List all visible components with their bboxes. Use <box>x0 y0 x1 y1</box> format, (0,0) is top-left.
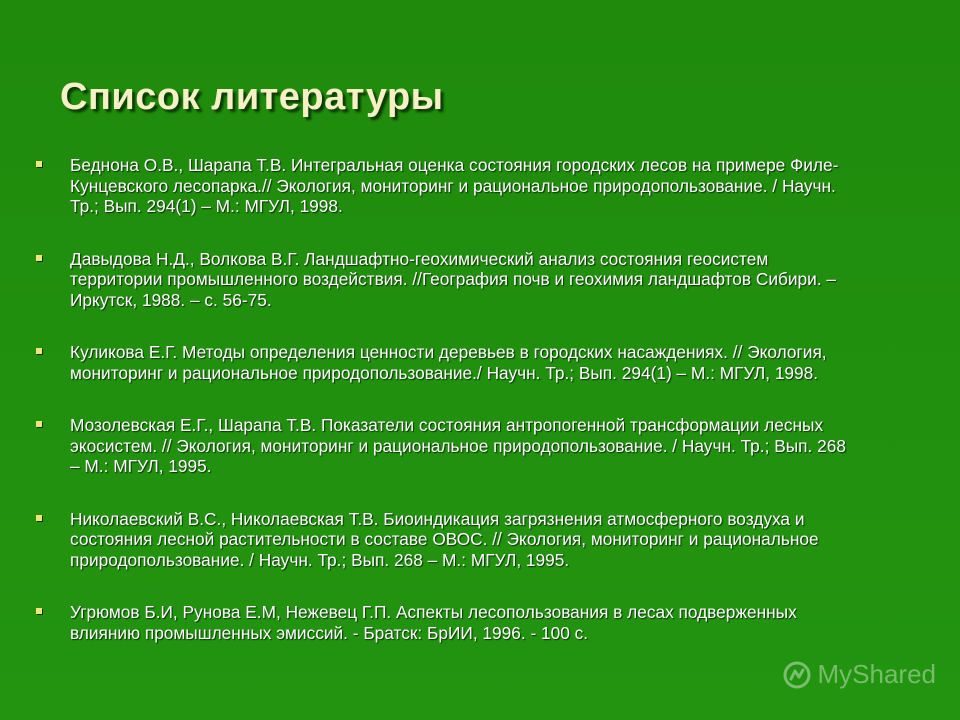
reference-text: Николаевский В.С., Николаевская Т.В. Биоиндикация загрязнения атмосферного воздуха и состояния лесной растительности в составе ОВОС. // Экология, мониторинг и рациональное природопользование. / Научн. Тр.; Вып. 268 – М.: МГУЛ, 1995. <box>70 508 819 570</box>
square-bullet-icon <box>36 608 42 614</box>
reference-item <box>34 155 854 217</box>
reference-list <box>34 155 854 643</box>
square-bullet-icon <box>36 348 42 354</box>
myshared-watermark <box>782 659 937 690</box>
square-bullet-icon <box>36 421 42 427</box>
square-bullet-icon <box>36 515 42 521</box>
reference-item <box>34 249 854 311</box>
reference-text: Куликова Е.Г. Методы определения ценности деревьев в городских насаждениях. // Экология, мониторинг и рациональное природопользование./ Научн. Тр.; Вып. 294(1) – М.: МГУЛ, 1998. <box>70 342 827 383</box>
reference-item <box>34 415 854 477</box>
reference-text: Давыдова Н.Д., Волкова В.Г. Ландшафтно-геохимический анализ состояния геосистем территории промышленного воздействия. //География почв и геохимия ландшафтов Сибири. – Иркутск, 1988. – с. 56-75. <box>70 248 837 310</box>
reference-item <box>34 602 854 643</box>
reference-item <box>34 509 854 571</box>
reference-text: Беднона О.В., Шарапа Т.В. Интегральная оценка состояния городских лесов на примере Филе-Кунцевского лесопарка.// Экология, мониторинг и рациональное природопользование. / Научн. Тр.; Вып. 294(1) – М.: МГУЛ, 1998. <box>70 155 839 216</box>
watermark-text: MyShared <box>817 659 936 689</box>
reference-item <box>34 342 854 383</box>
myshared-logo-icon <box>782 660 812 690</box>
reference-text: Угрюмов Б.И, Рунова Е.М, Нежевец Г.П. Аспекты лесопользования в лесах подверженных влиянию промышленных эмиссий. - Братск: БрИИ, 1996. - 100 с. <box>70 602 797 643</box>
square-bullet-icon <box>36 161 42 167</box>
slide-title: Список литературы <box>60 76 444 118</box>
reference-text: Мозолевская Е.Г., Шарапа Т.В. Показатели состояния антропогенной трансформации лесных экосистем. // Экология, мониторинг и рациональное природопользование. / Научн. Тр.; Вып. 268 – М.: МГУЛ, 1995. <box>70 415 846 476</box>
square-bullet-icon <box>36 255 42 261</box>
